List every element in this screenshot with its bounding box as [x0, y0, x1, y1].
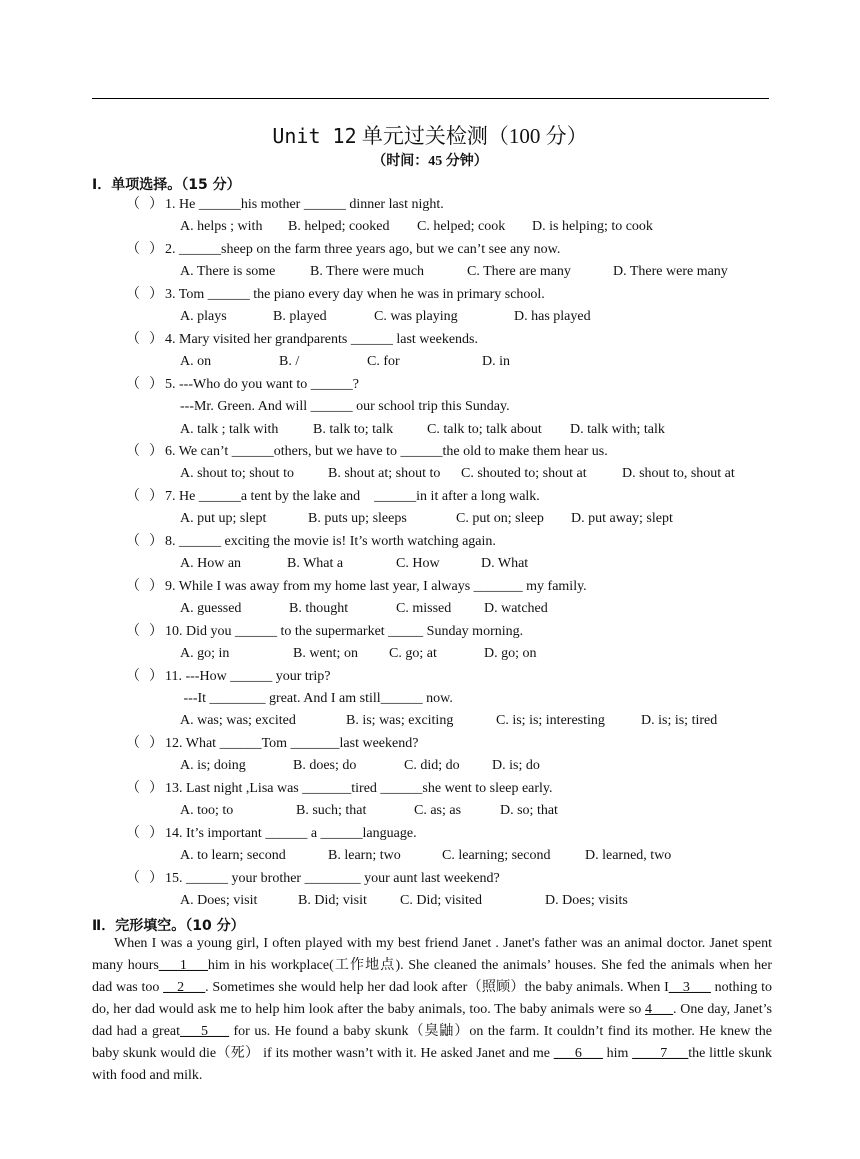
option-d[interactable]: D. so; that: [500, 803, 558, 818]
option-a[interactable]: A. put up; slept: [180, 511, 267, 526]
question-stem: 11. ---How ______ your trip?: [165, 669, 331, 684]
option-c[interactable]: C. shouted to; shout at: [461, 466, 587, 481]
option-c[interactable]: C. Did; visited: [400, 893, 483, 908]
option-b[interactable]: B. puts up; sleeps: [308, 511, 407, 526]
option-d[interactable]: D. in: [482, 354, 510, 369]
section1-heading: Ⅰ．单项选择。（15 分）: [92, 177, 241, 193]
option-c[interactable]: C. go; at: [389, 646, 437, 661]
question-stem: 10. Did you ______ to the supermarket _____ Sunday morning.: [165, 624, 524, 639]
option-a[interactable]: A. was; was; excited: [180, 713, 296, 728]
answer-blank[interactable]: （ ）: [126, 242, 162, 257]
section2-heading: Ⅱ．完形填空。（10 分）: [92, 918, 245, 934]
question-stem: 15. ______ your brother ________ your aunt last weekend?: [165, 871, 500, 886]
option-d[interactable]: D. is helping; to cook: [532, 219, 653, 234]
option-d[interactable]: D. shout to, shout at: [622, 466, 735, 481]
option-b[interactable]: B. played: [273, 309, 327, 324]
page-title: [0, 120, 860, 150]
option-b[interactable]: B. is; was; exciting: [346, 713, 454, 728]
question-stem: 4. Mary visited her grandparents ______ last weekends.: [165, 332, 478, 347]
answer-blank[interactable]: （ ）: [126, 489, 162, 504]
answer-blank[interactable]: （ ）: [126, 669, 162, 684]
cloze-blank[interactable]: __3___: [668, 980, 711, 995]
passage-text: him: [602, 1046, 633, 1061]
question-stem: 5. ---Who do you want to ______?: [165, 377, 360, 392]
option-a[interactable]: A. to learn; second: [180, 848, 286, 863]
option-c[interactable]: C. did; do: [404, 758, 460, 773]
option-b[interactable]: B. does; do: [293, 758, 357, 773]
passage-text: . Sometimes she would help her dad look after（照顾）the baby animals. When I: [205, 980, 669, 995]
option-a[interactable]: A. on: [180, 354, 212, 369]
cloze-blank[interactable]: 4___: [645, 1002, 674, 1017]
answer-blank[interactable]: （ ）: [126, 624, 162, 639]
option-c[interactable]: C. There are many: [467, 264, 571, 279]
answer-blank[interactable]: （ ）: [126, 871, 162, 886]
question-stem: 12. What ______Tom _______last weekend?: [165, 736, 419, 751]
answer-blank[interactable]: （ ）: [126, 197, 162, 212]
option-b[interactable]: B. went; on: [293, 646, 358, 661]
answer-blank[interactable]: （ ）: [126, 534, 162, 549]
option-a[interactable]: A. too; to: [180, 803, 234, 818]
option-c[interactable]: C. as; as: [414, 803, 462, 818]
answer-blank[interactable]: （ ）: [126, 287, 162, 302]
answer-blank[interactable]: （ ）: [126, 781, 162, 796]
time-note: （时间：45 分钟）: [372, 154, 488, 169]
option-d[interactable]: D. talk with; talk: [570, 422, 665, 437]
option-c[interactable]: C. put on; sleep: [456, 511, 544, 526]
passage-text: him in his workplace(工作地点). She cleaned the animals’ houses. She fed the animals when her dad was too: [92, 958, 772, 995]
option-a[interactable]: A. How an: [180, 556, 242, 571]
passage-text: When I was a young girl, I often played with my best friend Janet . Janet's father was an animal doctor. Janet spent many hours: [92, 936, 772, 973]
passage-text: nothing to do, her dad would ask me to help him look after the baby animals, too. The baby animals were so: [92, 980, 772, 1017]
option-b[interactable]: B. helped; cooked: [288, 219, 390, 234]
option-a[interactable]: A. There is some: [180, 264, 276, 279]
question-stem: 3. Tom ______ the piano every day when he was in primary school.: [165, 287, 545, 302]
option-c[interactable]: C. learning; second: [442, 848, 551, 863]
question-stem: 8. ______ exciting the movie is! It’s worth watching again.: [165, 534, 496, 549]
option-a[interactable]: A. Does; visit: [180, 893, 258, 908]
option-a[interactable]: A. is; doing: [180, 758, 246, 773]
option-b[interactable]: B. learn; two: [328, 848, 401, 863]
option-a[interactable]: A. shout to; shout to: [180, 466, 294, 481]
cloze-blank[interactable]: ____7___: [632, 1046, 689, 1061]
question-stem-line: ---It ________ great. And I am still______ now.: [180, 691, 453, 706]
option-b[interactable]: B. talk to; talk: [313, 422, 394, 437]
option-c[interactable]: C. helped; cook: [417, 219, 506, 234]
option-c[interactable]: C. was playing: [374, 309, 458, 324]
option-b[interactable]: B. Did; visit: [298, 893, 367, 908]
question-stem: 2. ______sheep on the farm three years ago, but we can’t see any now.: [165, 242, 561, 257]
option-b[interactable]: B. such; that: [296, 803, 367, 818]
passage-text: for us. He found a baby skunk（臭鼬）on the farm. It couldn’t find its mother. He knew the baby skunk would die（死） if its mother wasn’t with it. He asked Janet and me: [92, 1024, 772, 1061]
answer-blank[interactable]: （ ）: [126, 579, 162, 594]
option-c[interactable]: C. talk to; talk about: [427, 422, 542, 437]
option-d[interactable]: D. There were many: [613, 264, 728, 279]
question-stem: 1. He ______his mother ______ dinner last night.: [165, 197, 444, 212]
question-stem: 14. It’s important ______ a ______language.: [165, 826, 417, 841]
option-d[interactable]: D. put away; slept: [571, 511, 673, 526]
option-b[interactable]: B. thought: [289, 601, 349, 616]
option-d[interactable]: D. go; on: [484, 646, 537, 661]
cloze-blank[interactable]: __2___: [163, 980, 206, 995]
title-unit: Unit 12: [272, 124, 357, 148]
option-d[interactable]: D. Does; visits: [545, 893, 628, 908]
answer-blank[interactable]: （ ）: [126, 826, 162, 841]
question-stem: 13. Last night ,Lisa was _______tired ______she went to sleep early.: [165, 781, 553, 796]
option-c[interactable]: C. is; is; interesting: [496, 713, 605, 728]
question-stem: 6. We can’t ______others, but we have to ______the old to make them hear us.: [165, 444, 608, 459]
option-b[interactable]: B. There were much: [310, 264, 425, 279]
option-b[interactable]: B. What a: [287, 556, 344, 571]
answer-blank[interactable]: （ ）: [126, 377, 162, 392]
option-a[interactable]: A. talk ; talk with: [180, 422, 279, 437]
cloze-blank[interactable]: ___6___: [553, 1046, 603, 1061]
answer-blank[interactable]: （ ）: [126, 736, 162, 751]
question-stem: 7. He ______a tent by the lake and ______in it after a long walk.: [165, 489, 540, 504]
option-d[interactable]: D. What: [481, 556, 529, 571]
passage-text: the little skunk with food and milk.: [92, 1046, 772, 1083]
title-main: 单元过关检测（100 分）: [356, 124, 588, 148]
option-b[interactable]: B. shout at; shout to: [328, 466, 441, 481]
question-stem: 9. While I was away from my home last year, I always _______ my family.: [165, 579, 587, 594]
option-b[interactable]: B. /: [279, 354, 300, 369]
cloze-blank[interactable]: ___1___: [158, 958, 208, 973]
option-c[interactable]: C. How: [396, 556, 440, 571]
option-c[interactable]: C. for: [367, 354, 400, 369]
option-d[interactable]: D. has played: [514, 309, 591, 324]
option-c[interactable]: C. missed: [396, 601, 452, 616]
answer-blank[interactable]: （ ）: [126, 332, 162, 347]
option-d[interactable]: D. is; is; tired: [641, 713, 718, 728]
option-a[interactable]: A. guessed: [180, 601, 242, 616]
cloze-blank[interactable]: ___5___: [180, 1024, 230, 1039]
cloze-passage: [92, 933, 772, 1087]
option-d[interactable]: D. learned, two: [585, 848, 672, 863]
top-rule: [92, 98, 769, 99]
answer-blank[interactable]: （ ）: [126, 444, 162, 459]
option-a[interactable]: A. plays: [180, 309, 227, 324]
option-d[interactable]: D. watched: [484, 601, 548, 616]
option-a[interactable]: A. helps ; with: [180, 219, 263, 234]
option-a[interactable]: A. go; in: [180, 646, 230, 661]
option-d[interactable]: D. is; do: [492, 758, 540, 773]
passage-text: . One day, Janet’s dad had a great: [92, 1002, 772, 1039]
question-stem-line: ---Mr. Green. And will ______ our school trip this Sunday.: [180, 399, 510, 414]
